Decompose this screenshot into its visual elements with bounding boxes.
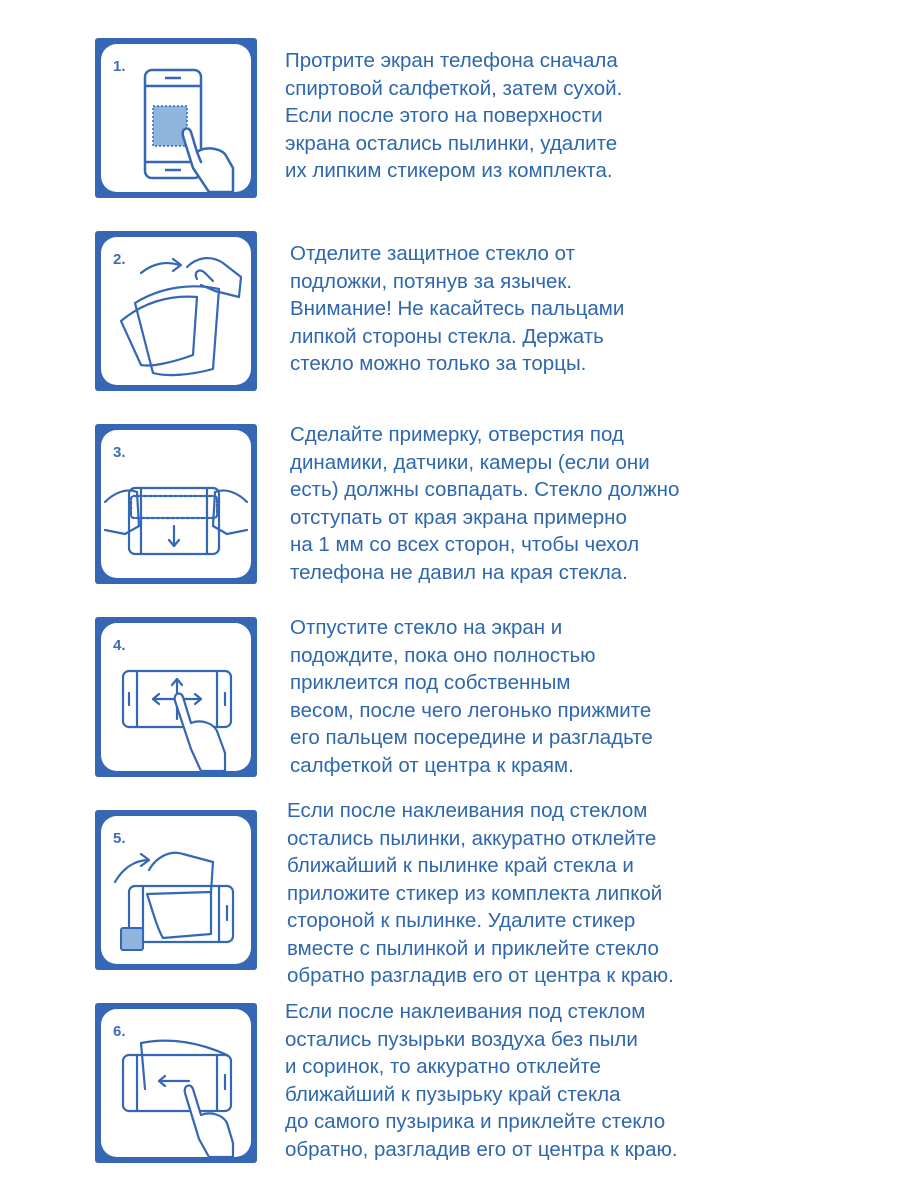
text-line: ближайший к пылинке край стекла и bbox=[287, 854, 634, 877]
step-6-text bbox=[285, 998, 678, 1163]
text-line: Если после наклеивания под стеклом bbox=[287, 799, 648, 822]
text-line: остались пузырьки воздуха без пыли bbox=[285, 1027, 638, 1051]
step-number: 5. bbox=[113, 830, 126, 847]
text-line: подождите, пока оно полностью bbox=[290, 643, 596, 667]
step-number: 2. bbox=[113, 251, 126, 268]
step-6-illustration bbox=[95, 1003, 257, 1163]
text-line: спиртовой салфеткой, затем сухой. bbox=[285, 76, 623, 100]
text-line: обратно, разгладив его от центра к краю. bbox=[285, 1137, 678, 1161]
step-3-illustration bbox=[95, 424, 257, 584]
text-line: приложите стикер из комплекта липкой bbox=[287, 881, 663, 905]
step-number: 1. bbox=[113, 58, 126, 75]
text-line: липкой стороны стекла. Держать bbox=[290, 324, 604, 348]
text-line: приклеится под собственным bbox=[290, 671, 571, 694]
text-line: ближайший к пузырьку край стекла bbox=[285, 1082, 621, 1106]
text-line: телефона не давил на края стекла. bbox=[290, 560, 628, 584]
text-line: остались пылинки, аккуратно отклейте bbox=[287, 826, 657, 850]
text-line: вместе с пылинкой и приклейте стекло bbox=[287, 936, 659, 960]
step-number: 3. bbox=[113, 444, 126, 461]
text-line: и соринок, то аккуратно отклейте bbox=[285, 1055, 601, 1078]
text-line: Если после этого на поверхности bbox=[285, 104, 603, 127]
align-glass-icon bbox=[101, 430, 251, 578]
text-line: Сделайте примерку, отверстия под bbox=[290, 423, 624, 446]
text-line: салфеткой от центра к краям. bbox=[290, 753, 574, 777]
step-5-text bbox=[287, 797, 674, 990]
step-number: 4. bbox=[113, 637, 126, 654]
peel-film-icon bbox=[101, 237, 251, 385]
step-number: 6. bbox=[113, 1023, 126, 1040]
text-line: Отделите защитное стекло от bbox=[290, 242, 575, 265]
step-2-text bbox=[290, 240, 624, 378]
text-line: отступать от края экрана примерно bbox=[290, 505, 627, 529]
text-line: Если после наклеивания под стеклом bbox=[285, 1000, 646, 1023]
text-line: до самого пузырика и приклейте стекло bbox=[285, 1110, 666, 1133]
text-line: весом, после чего легонько прижмите bbox=[290, 698, 652, 722]
text-line: есть) должны совпадать. Стекло должно bbox=[290, 478, 680, 501]
text-line: Протрите экран телефона сначала bbox=[285, 49, 618, 72]
text-line: их липким стикером из комплекта. bbox=[285, 159, 613, 182]
smooth-glass-icon bbox=[101, 623, 251, 771]
text-line: обратно разгладив его от центра к краю. bbox=[287, 964, 674, 987]
text-line: его пальцем посередине и разгладьте bbox=[290, 726, 653, 749]
text-line: экрана остались пылинки, удалите bbox=[285, 131, 618, 155]
text-line: стороной к пылинке. Удалите стикер bbox=[287, 909, 636, 932]
step-2-illustration bbox=[95, 231, 257, 391]
step-4-illustration bbox=[95, 617, 257, 777]
text-line: на 1 мм со всех сторон, чтобы чехол bbox=[290, 533, 640, 556]
step-4-text bbox=[290, 614, 653, 779]
text-line: стекло можно только за торцы. bbox=[290, 352, 587, 375]
remove-bubbles-icon bbox=[101, 1009, 251, 1157]
text-line: подложки, потянув за язычек. bbox=[290, 269, 573, 293]
step-5-illustration bbox=[95, 810, 257, 970]
text-line: Отпустите стекло на экран и bbox=[290, 616, 563, 639]
remove-dust-icon bbox=[101, 816, 251, 964]
text-line: динамики, датчики, камеры (если они bbox=[290, 450, 650, 474]
step-3-text bbox=[290, 421, 679, 586]
text-line: Внимание! Не касайтесь пальцами bbox=[290, 297, 625, 320]
